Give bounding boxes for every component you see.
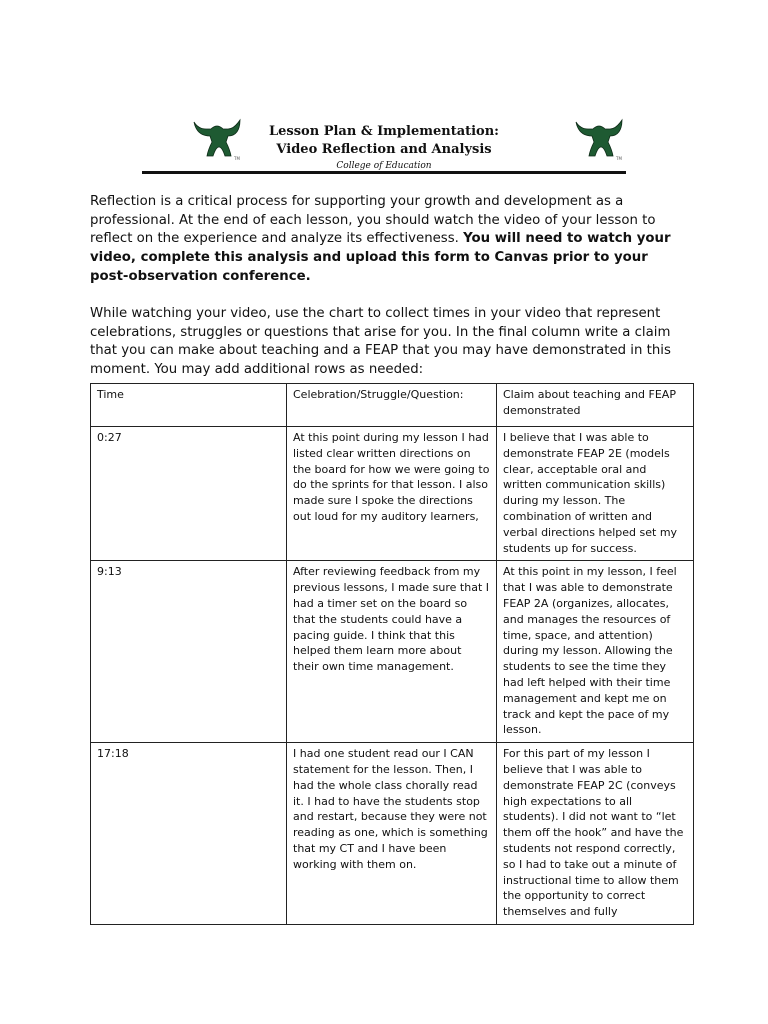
document-subtitle: College of Education <box>336 161 432 171</box>
intro-paragraph <box>90 193 690 287</box>
time-cell[interactable]: 17:18 <box>91 743 287 925</box>
bull-horns-logo-icon <box>190 116 244 162</box>
time-cell[interactable]: 9:13 <box>91 561 287 743</box>
document-header <box>142 112 626 176</box>
table-header-row <box>91 384 694 427</box>
document-title-line1: Lesson Plan & Implementation: <box>269 124 499 139</box>
instructions-paragraph: While watching your video, use the chart to collect times in your video that represent celebrations, struggles or questions that arise for you. In the final column write a claim that you can make about teaching and a FEAP that you may have demonstrated in this moment. You may add additional rows as needed: <box>90 306 671 378</box>
claim-cell[interactable]: At this point in my lesson, I feel that I was able to demonstrate FEAP 2A (organizes, allocates, and manages the resources of time, space, and attention) during my lesson. Allowing the students to see the time they had left helped with their time management and kept me on track and kept the pace of my lesson. <box>497 561 694 743</box>
svg-text:TM: TM <box>234 156 240 161</box>
table-row <box>91 561 694 743</box>
claim-cell[interactable]: For this part of my lesson I believe that I was able to demonstrate FEAP 2C (conveys high expectations to all students). I did not want to “let them off the hook” and have the students not respond correctly, so I had to take out a minute of instructional time to allow them the opportunity to correct themselves and fully <box>497 743 694 925</box>
svg-text:TM: TM <box>616 156 622 161</box>
table-row <box>91 743 694 925</box>
video-analysis-table <box>90 383 694 925</box>
celebration-cell[interactable]: At this point during my lesson I had listed clear written directions on the board for how we were going to do the sprints for that lesson. I also made sure I spoke the directions out loud for my auditory learners, <box>287 427 497 561</box>
time-cell[interactable]: 0:27 <box>91 427 287 561</box>
celebration-cell[interactable]: After reviewing feedback from my previous lessons, I made sure that I had a timer set on the board so that the students could have a pacing guide. I think that this helped them learn more about their own time management. <box>287 561 497 743</box>
intro-bold-text: You will need to watch your video, complete this analysis and upload this form to Canvas prior to your post-observation conference. <box>90 231 671 284</box>
claim-cell[interactable]: I believe that I was able to demonstrate FEAP 2E (models clear, acceptable oral and written communication skills) during my lesson. The combination of written and verbal directions helped set my students up for success. <box>497 427 694 561</box>
document-title-line2: Video Reflection and Analysis <box>276 142 492 157</box>
header-rule <box>142 171 626 174</box>
header-celebration: Celebration/Struggle/Question: <box>287 384 497 427</box>
celebration-cell[interactable]: I had one student read our I CAN statement for the lesson. Then, I had the whole class chorally read it. I had to have the students stop and restart, because they were not reading as one, which is something that my CT and I have been working with them on. <box>287 743 497 925</box>
table-row <box>91 427 694 561</box>
bull-horns-logo-icon <box>572 116 626 162</box>
header-claim: Claim about teaching and FEAP demonstrated <box>497 384 694 427</box>
header-titles <box>252 123 516 172</box>
header-time: Time <box>91 384 287 427</box>
intro-text: Reflection is a critical process for supporting your growth and development as a professional. At the end of each lesson, you should watch the video of your lesson to reflect on the experience and analyze its effectiveness. <box>90 194 656 247</box>
